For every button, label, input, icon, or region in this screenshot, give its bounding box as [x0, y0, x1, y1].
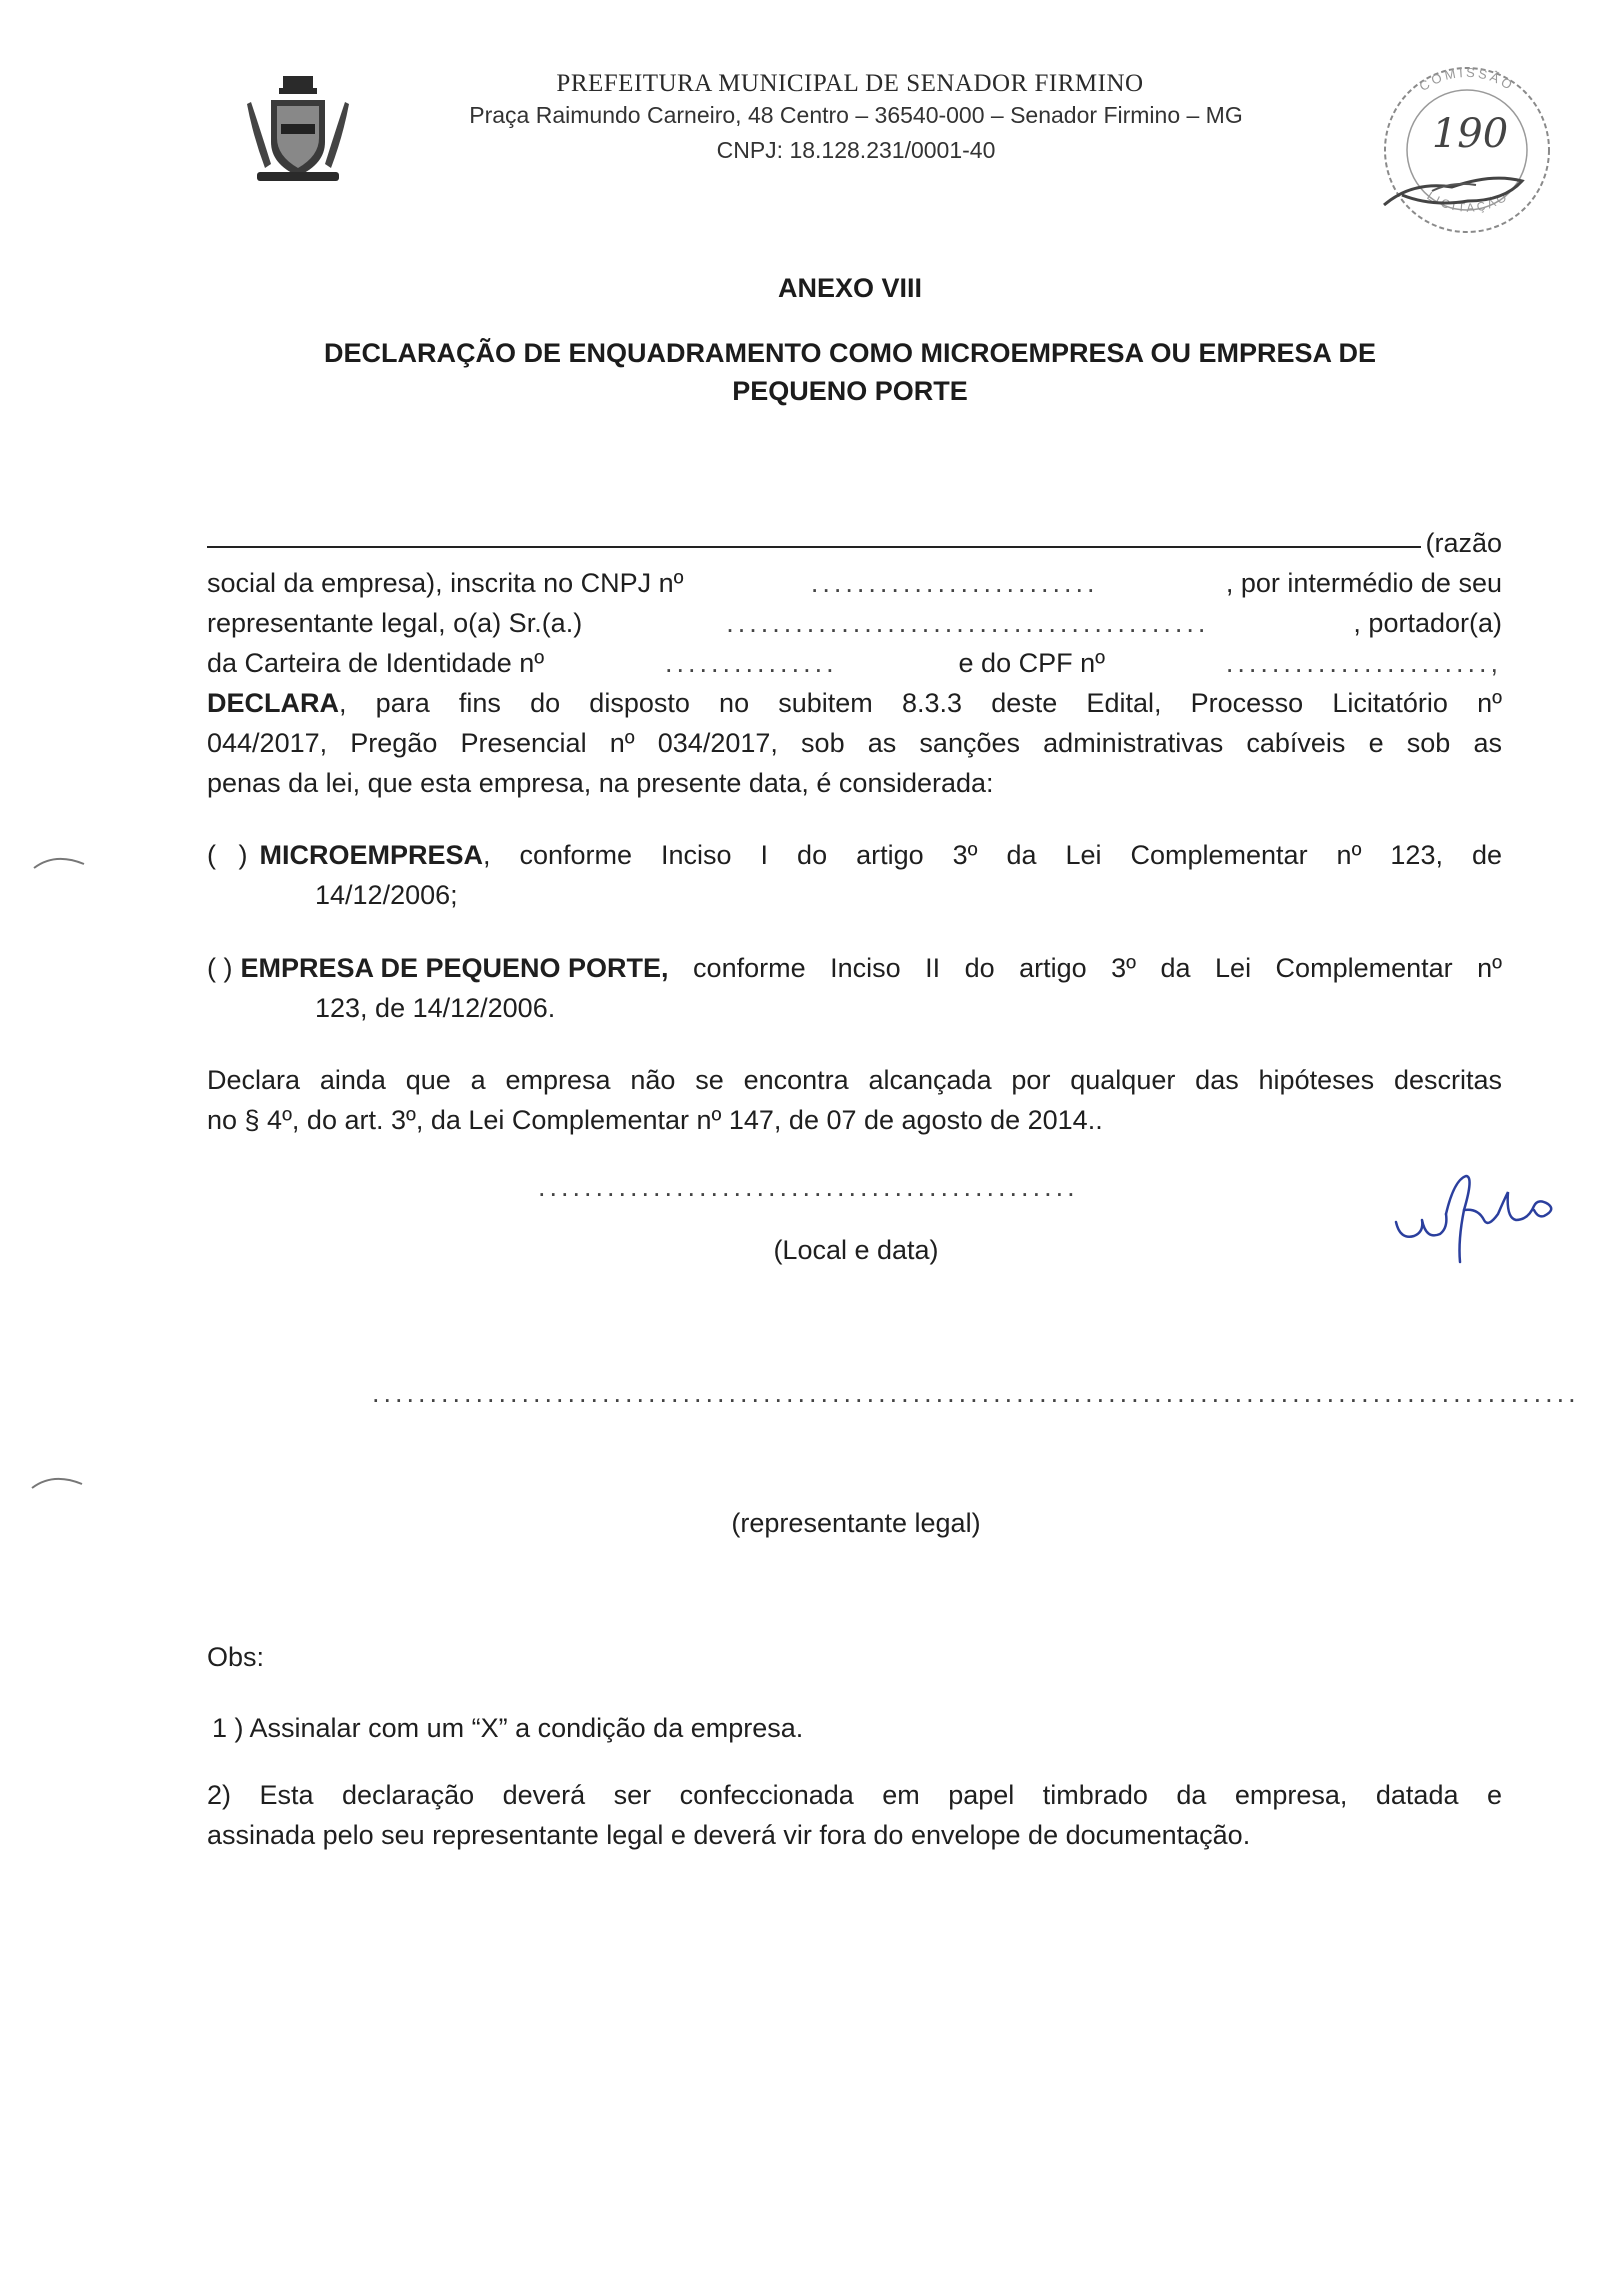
note-1: 1 ) Assinalar com um “X” a condição da empresa.	[212, 1713, 804, 1743]
declaration-line-4	[207, 648, 1502, 679]
bearer-label: , portador(a)	[1353, 608, 1502, 638]
epp-law-date: 123, de 14/12/2006.	[315, 993, 556, 1023]
option-empresa-pequeno-porte[interactable]	[207, 953, 1502, 984]
note-2-line-1	[207, 1780, 1502, 1811]
handwritten-initial-signature	[1388, 1170, 1563, 1265]
company-name-blank	[207, 546, 1421, 548]
declaration-line-7: penas da lei, que esta empresa, na presente data, é considerada:	[207, 768, 994, 798]
stamp-ring-top-text: COMISSÃO	[1416, 64, 1518, 95]
microempresa-checkbox[interactable]: ( )	[207, 840, 248, 870]
declaration-title-line-2: PEQUENO PORTE	[732, 376, 968, 406]
legal-representative-signature-blank: .........................................................................................................	[372, 1378, 1580, 1408]
company-name-line	[207, 528, 1502, 559]
notes-heading: Obs:	[207, 1642, 265, 1672]
cpf-label: e do CPF nº	[958, 648, 1105, 678]
municipality-cnpj: CNPJ: 18.128.231/0001-40	[716, 137, 996, 163]
microempresa-label: MICROEMPRESA	[259, 840, 484, 870]
process-reference: 044/2017, Pregão Presencial nº 034/2017, sob as sanções administrativas cabíveis e sob as	[207, 728, 1502, 758]
page-stamp-seal	[1372, 55, 1562, 240]
legal-representative-label: (representante legal)	[731, 1508, 981, 1538]
municipality-address: Praça Raimundo Carneiro, 48 Centro – 36540-000 – Senador Firmino – MG	[469, 102, 1243, 128]
declaration-line-3	[207, 608, 1502, 639]
representative-intro: , por intermédio de seu	[1225, 568, 1502, 598]
option-microempresa[interactable]	[207, 840, 1502, 871]
stamp-page-number: 190	[1431, 111, 1509, 157]
microempresa-legal-basis: , conforme Inciso I do artigo 3º da Lei Complementar nº 123, de	[483, 840, 1502, 870]
representative-label: representante legal, o(a) Sr.(a.)	[207, 608, 583, 638]
representative-blank: ..........................................	[726, 608, 1210, 638]
cnpj-blank: .........................	[810, 568, 1099, 598]
id-card-label: da Carteira de Identidade nº	[207, 648, 545, 678]
declaration-line-6	[207, 728, 1502, 759]
declaration-line-5	[207, 688, 1502, 719]
note-2-line-2: assinada pelo seu representante legal e deverá vir fora do envelope de documentação.	[207, 1820, 1251, 1850]
epp-checkbox[interactable]: ( )	[207, 953, 233, 983]
stamp-ring-bottom-text: LICITAÇÃO	[1424, 188, 1512, 215]
extra-declaration-line-2: no § 4º, do art. 3º, da Lei Complementar nº 147, de 07 de agosto de 2014..	[207, 1105, 1103, 1135]
epp-label: EMPRESA DE PEQUENO PORTE,	[240, 953, 669, 983]
place-date-label: (Local e data)	[773, 1235, 939, 1265]
cnpj-label: social da empresa), inscrita no CNPJ nº	[207, 568, 684, 598]
declaration-purpose: , para fins do disposto no subitem 8.3.3 deste Edital, Processo Licitatório nº	[339, 688, 1502, 718]
epp-legal-basis: conforme Inciso II do artigo 3º da Lei Complementar nº	[668, 953, 1502, 983]
company-name-suffix: (razão	[1425, 528, 1502, 558]
extra-declaration-text-1: Declara ainda que a empresa não se encontra alcançada por qualquer das hipóteses descritas	[207, 1065, 1502, 1095]
declara-keyword: DECLARA	[207, 688, 339, 718]
declaration-title-line-1: DECLARAÇÃO DE ENQUADRAMENTO COMO MICROEMPRESA OU EMPRESA DE	[323, 338, 1377, 368]
note-2-text-1: 2) Esta declaração deverá ser confeccionada em papel timbrado da empresa, datada e	[207, 1780, 1502, 1810]
microempresa-law-date: 14/12/2006;	[315, 880, 458, 910]
scan-artifact-mark	[28, 1470, 88, 1495]
extra-declaration-line-1	[207, 1065, 1502, 1096]
municipality-name: PREFEITURA MUNICIPAL DE SENADOR FIRMINO	[556, 70, 1144, 97]
declaration-line-2	[207, 568, 1502, 599]
scan-artifact-mark	[30, 850, 90, 875]
place-date-blank: ...............................................	[538, 1172, 1079, 1202]
annex-title: ANEXO VIII	[777, 273, 923, 303]
cpf-blank: .......................,	[1225, 648, 1502, 678]
id-card-blank: ...............	[665, 648, 838, 678]
